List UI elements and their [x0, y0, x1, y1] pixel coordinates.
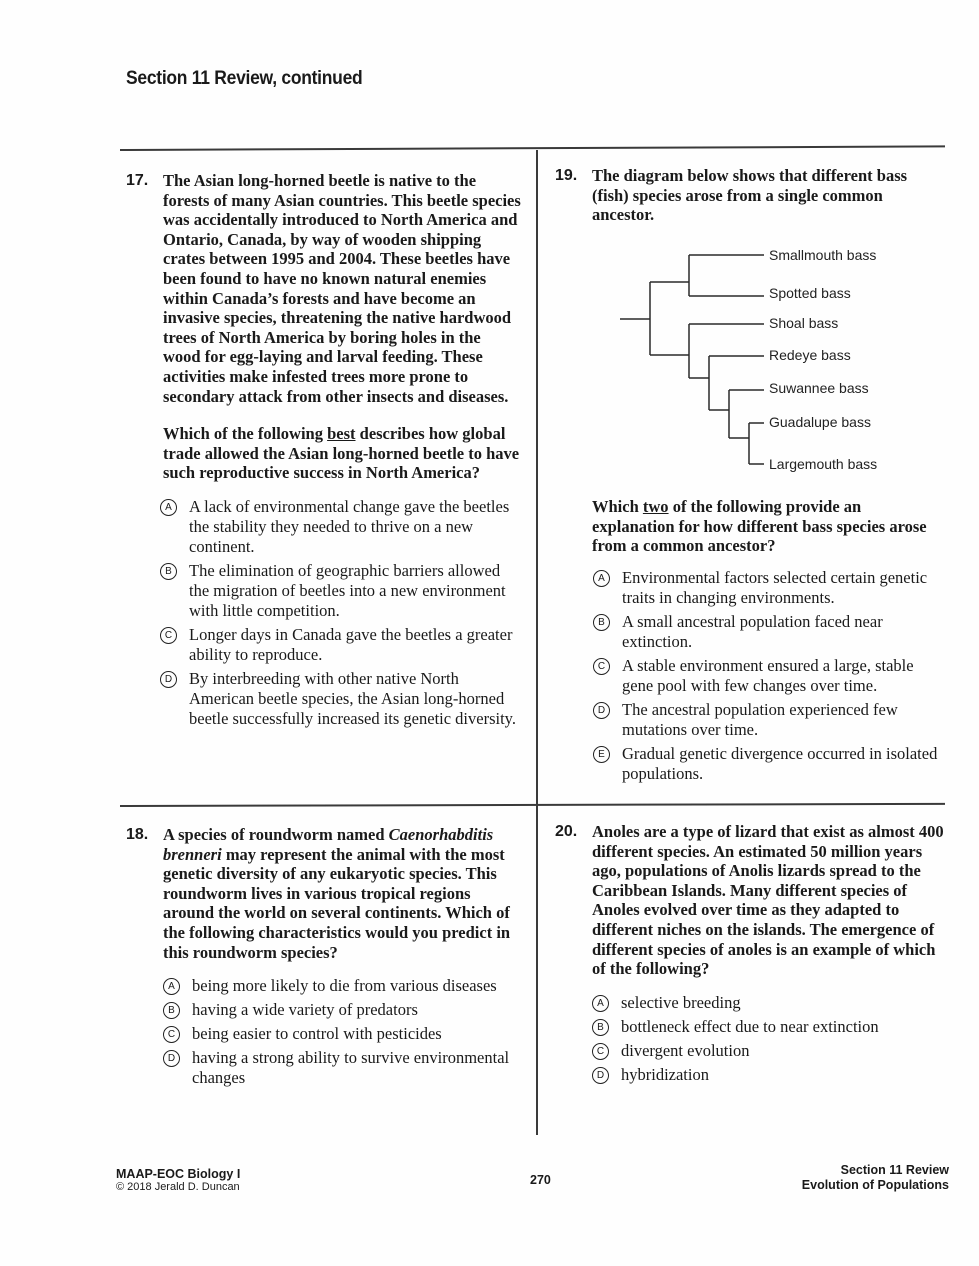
answer-option-d[interactable] [160, 669, 521, 729]
tree-label-redeye: Redeye bass [769, 347, 851, 363]
prompt-text: Which of the following [163, 424, 328, 444]
question-20 [555, 822, 945, 1089]
option-text: A stable environment ensured a large, stable gene pool with few changes over time. [622, 655, 914, 695]
tree-branch [729, 390, 764, 438]
answer-option-a[interactable] [160, 497, 521, 557]
stem-text: A species of roundworm named [163, 825, 389, 844]
footer-book-title: MAAP-EOC Biology I [116, 1167, 241, 1181]
answer-option-a[interactable] [593, 568, 942, 608]
footer-left [116, 1167, 240, 1193]
answer-option-d[interactable] [163, 1048, 521, 1088]
question-number: 17. [126, 172, 149, 189]
answer-options [592, 993, 945, 1085]
answer-option-b[interactable] [593, 612, 942, 652]
option-text: Gradual genetic divergence occurred in isolated populations. [622, 743, 938, 783]
option-text: The ancestral population experienced few mutations over time. [622, 699, 898, 739]
option-text: bottleneck effect due to near extinction [621, 1016, 879, 1036]
answer-option-c[interactable] [593, 656, 942, 696]
bubble-icon[interactable]: B [592, 1019, 609, 1036]
answer-options [593, 568, 942, 784]
tree-label-smallmouth: Smallmouth bass [769, 247, 877, 263]
bubble-icon[interactable]: A [163, 978, 180, 995]
question-number: 19. [555, 167, 578, 184]
footer-copyright: © 2018 Jerald D. Duncan [116, 1181, 240, 1193]
option-text: hybridization [621, 1064, 709, 1084]
answer-option-b[interactable] [592, 1017, 945, 1037]
bubble-icon[interactable]: D [163, 1050, 180, 1067]
tree-label-spotted: Spotted bass [769, 285, 851, 301]
answer-option-c[interactable] [163, 1024, 521, 1044]
bubble-icon[interactable]: A [592, 995, 609, 1012]
bubble-icon[interactable]: B [163, 1002, 180, 1019]
tree-branch [689, 324, 764, 378]
question-stem [163, 825, 521, 962]
option-text: A lack of environmental change gave the beetles the stability they needed to thrive on a new continent. [189, 496, 510, 556]
tree-label-guadalupe: Guadalupe bass [769, 414, 871, 430]
bubble-icon[interactable]: D [160, 671, 177, 688]
question-intro: The diagram below shows that different bass (fish) species arose from a single common ancestor. [592, 166, 908, 225]
footer-topic: Evolution of Populations [801, 1178, 949, 1192]
prompt-text: Which [592, 497, 643, 516]
option-text: being easier to control with pesticides [192, 1024, 442, 1044]
bubble-icon[interactable]: A [160, 499, 177, 516]
option-text: having a strong ability to survive environmental changes [192, 1048, 510, 1088]
option-text: being more likely to die from various diseases [192, 976, 497, 996]
tree-label-shoal: Shoal bass [769, 315, 839, 331]
option-text: The elimination of geographic barriers allowed the migration of beetles into a new environment with little competition. [189, 560, 506, 620]
question-19-prompt-block [592, 497, 942, 788]
answer-option-d[interactable] [592, 1065, 945, 1085]
tree-branch [689, 255, 764, 296]
tree-branch [709, 356, 764, 410]
answer-options [160, 497, 521, 729]
column-divider [536, 150, 538, 1135]
question-stem: Anoles are a type of lizard that exist as almost 400 different species. An estimated 50 million years ago, populations of Anolis lizards spread to the Caribbean Islands. Many different species of Anoles evolved over time as they adapted to different niches on the islands. The emergence of different species of anoles is an example of which of the following? [592, 822, 944, 979]
option-text: By interbreeding with other native North American beetle species, the Asian long-horned beetle successfully increased its genetic diversity. [189, 668, 516, 728]
option-text: Longer days in Canada gave the beetles a greater ability to reproduce. [189, 624, 513, 664]
tree-label-largemouth: Largemouth bass [769, 456, 878, 472]
prompt-emphasis: two [642, 497, 669, 516]
footer-section: Section 11 Review [840, 1163, 949, 1177]
answer-option-a[interactable] [163, 976, 521, 996]
section-title: Section 11 Review, continued [126, 68, 363, 89]
option-text: having a wide variety of predators [192, 1000, 418, 1020]
option-text: A small ancestral population faced near extinction. [622, 611, 883, 651]
question-passage: The Asian long-horned beetle is native to the forests of many Asian countries. This beetle species was accidentally introduced to North America and Ontario, Canada, by way of wooden shipping crates between 1995 and 2004. These beetles have been found to have no known natural enemies within Canada’s forests and have become an invasive species, threatening the native hardwood trees of North America by boring holes in the wood for egg-laying and larval feeding. These activities make infested trees more prone to secondary attack from other insects and diseases. [163, 171, 521, 406]
answer-option-b[interactable] [160, 561, 521, 621]
question-number: 18. [126, 826, 149, 843]
answer-option-b[interactable] [163, 1000, 521, 1020]
bubble-icon[interactable]: E [593, 746, 610, 763]
bubble-icon[interactable]: B [593, 614, 610, 631]
answer-option-c[interactable] [160, 625, 521, 665]
option-text: Environmental factors selected certain genetic traits in changing environments. [622, 567, 928, 607]
question-number: 20. [555, 823, 578, 840]
question-18 [126, 825, 521, 1092]
bubble-icon[interactable]: A [593, 570, 610, 587]
bubble-icon[interactable]: D [593, 702, 610, 719]
bubble-icon[interactable]: C [592, 1043, 609, 1060]
question-prompt [163, 424, 521, 483]
bubble-icon[interactable]: D [592, 1067, 609, 1084]
tree-label-suwannee: Suwannee bass [769, 380, 869, 396]
middle-divider [120, 803, 945, 807]
answer-option-d[interactable] [593, 700, 942, 740]
answer-option-a[interactable] [592, 993, 945, 1013]
question-19 [555, 166, 935, 225]
tree-branch [650, 282, 689, 355]
tree-branch [749, 423, 764, 464]
option-text: selective breeding [621, 992, 741, 1012]
bubble-icon[interactable]: C [160, 627, 177, 644]
species-name: Caenorhabditis brenneri [163, 825, 494, 864]
question-prompt [592, 497, 942, 556]
page-number: 270 [530, 1173, 551, 1187]
prompt-emphasis: best [327, 424, 356, 444]
top-divider [120, 145, 945, 150]
bubble-icon[interactable]: B [160, 563, 177, 580]
answer-options [163, 976, 521, 1088]
prompt-text: of the following provide an explanation for how different bass species arose from a common ancestor? [592, 497, 927, 556]
option-text: divergent evolution [621, 1040, 750, 1060]
answer-option-c[interactable] [592, 1041, 945, 1061]
stem-text: may represent the animal with the most genetic diversity of any eukaryotic species. This roundworm lives in various tropical regions around the world on several continents. Which of the following characteristics would you predict in this roundworm species? [163, 844, 511, 962]
question-17 [126, 171, 521, 733]
prompt-text: describes how global trade allowed the Asian long-horned beetle to have such reproductive success in North America? [163, 424, 520, 483]
bubble-icon[interactable]: C [163, 1026, 180, 1043]
answer-option-e[interactable] [593, 744, 942, 784]
footer-right [802, 1163, 949, 1193]
bubble-icon[interactable]: C [593, 658, 610, 675]
